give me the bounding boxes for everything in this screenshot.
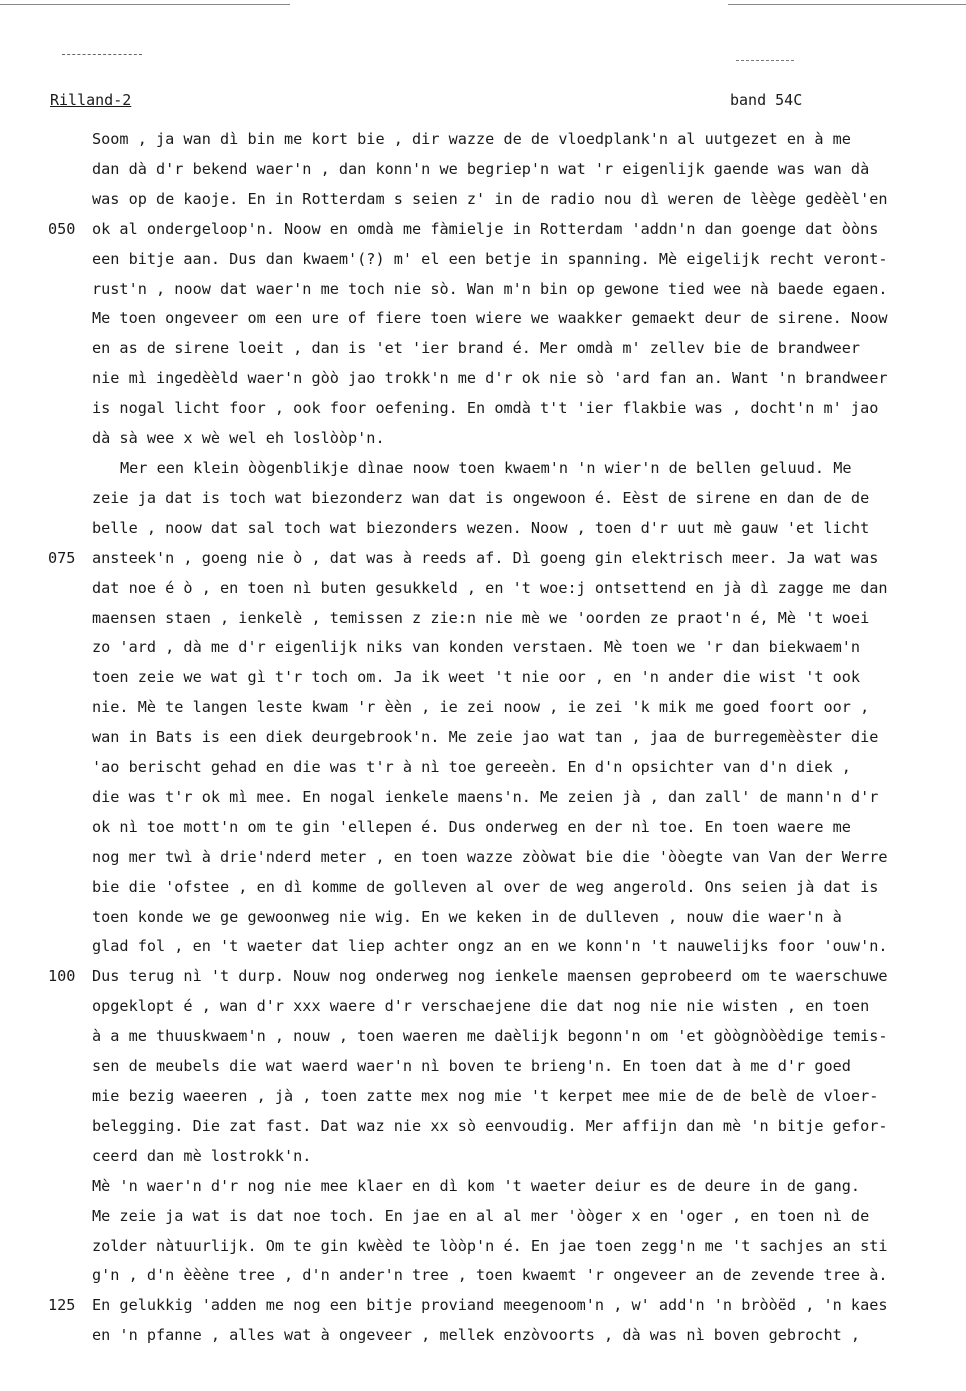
line-text: opgeklopt é , wan d'r xxx waere d'r verschaejene die dat nog nie nie wisten , en toen [92, 997, 870, 1016]
line-text: ansteek'n , goeng nie ò , dat was à reeds af. Dì goeng gin elektrisch meer. Ja wat was [92, 548, 879, 567]
line-number: 075 [48, 548, 76, 567]
line-text: Soom , ja wan dì bin me kort bie , dir wazze de de vloedplank'n al uutgezet en à me [92, 130, 851, 148]
transcript-line [0, 155, 966, 185]
transcript-line [0, 394, 966, 424]
transcript-line [0, 1082, 966, 1112]
transcript-line [0, 275, 966, 305]
line-text: ok al ondergeloop'n. Noow en omdà me fàmielje in Rotterdam 'addn'n dan goenge dat òòns [92, 219, 879, 238]
transcript-line [0, 843, 966, 873]
transcript-line [0, 1202, 966, 1232]
transcript-line [0, 903, 966, 933]
transcript-line [0, 185, 966, 215]
line-text: Me toen ongeveer om een ure of fiere toen wiere we waakker gemaekt deur de sirene. Noow [92, 309, 888, 328]
transcript-line [0, 1291, 966, 1321]
line-number: 125 [48, 1296, 76, 1315]
transcript-line [0, 514, 966, 544]
transcript-line [0, 1321, 966, 1351]
transcript-line [0, 484, 966, 514]
transcript-line [0, 783, 966, 813]
transcript-body [0, 125, 966, 1351]
transcript-line [0, 215, 966, 245]
transcript-line [0, 813, 966, 843]
line-text: Mer een klein òògenblikje dìnae noow toen kwaem'n 'n wier'n de bellen geluud. Me [120, 458, 852, 477]
transcript-line [0, 753, 966, 783]
line-text: was op de kaoje. En in Rotterdam s seien z' in de radio nou dì weren de lèège gedèèl'en [92, 189, 888, 208]
line-number: 100 [48, 967, 76, 986]
line-text: dat noe é ò , en toen nì buten gesukkeld , en 't woe:j ontsettend en jà dì zagge me dan [92, 578, 888, 597]
tape-reference: band 54C [730, 91, 803, 109]
line-text: belegging. Die zat fast. Dat waz nie xx sò eenvoudig. Mer affijn dan mè 'n bitje gefor- [92, 1116, 888, 1135]
top-rule-right [728, 4, 966, 5]
transcript-line [0, 663, 966, 693]
line-text: dan dà d'r bekend waer'n , dan konn'n we begriep'n wat 'r eigenlijk gaende was wan dà [92, 159, 870, 178]
top-rule-left [0, 4, 290, 5]
line-text: en 'n pfanne , alles wat à ongeveer , mellek enzòvoorts , dà was nì boven gebrocht , [92, 1326, 861, 1345]
line-text: à a me thuuskwaem'n , nouw , toen waeren me daèlijk begonn'n om 'et gòògnòòèdige temis- [92, 1027, 888, 1046]
transcript-line [0, 1261, 966, 1291]
line-text: die was t'r ok mì mee. En nogal ienkele maens'n. Me zeien jà , dan zall' de mann'n d'r [92, 787, 879, 806]
transcript-line [0, 574, 966, 604]
line-text: nog mer twì à drie'nderd meter , en toen wazze zòòwat bie die 'òòegte van Van der Werre [92, 847, 888, 866]
transcript-line [0, 1052, 966, 1082]
line-text: een bitje aan. Dus dan kwaem'(?) m' el een betje in spanning. Mè eigelijk recht veront- [92, 249, 888, 268]
document-title: Rilland-2 [50, 91, 132, 109]
transcript-line [0, 125, 966, 155]
line-text: Dus terug nì 't durp. Nouw nog onderweg nog ienkele maensen geprobeerd om te waerschuwe [92, 967, 888, 986]
line-text: zolder nàtuurlijk. Om te gin kwèèd te lòòp'n é. En jae toen zegg'n me 't sachjes an sti [92, 1236, 888, 1255]
line-text: belle , noow dat sal toch wat biezonders wezen. Noow , toen d'r uut mè gauw 'et licht [92, 518, 870, 537]
transcript-line [0, 932, 966, 962]
line-text: glad fol , en 't waeter dat liep achter ongz an en we konn'n 't nauwelijks foor 'ouw'n. [92, 937, 888, 956]
line-text: 'ao berischt gehad en die was t'r à nì toe gereeèn. En d'n opsichter van d'n diek , [92, 758, 851, 777]
transcript-line [0, 1022, 966, 1052]
transcript-line [0, 364, 966, 394]
line-text: En gelukkig 'adden me nog een bitje proviand meegenoom'n , w' add'n 'n bròòëd , 'n kaes [92, 1296, 888, 1315]
line-text: bie die 'ofstee , en dì komme de golleven al over de weg angerold. Ons seien jà dat is [92, 877, 879, 896]
line-text: sen de meubels die wat waerd waer'n nì boven te brieng'n. En toen dat à me d'r goed [92, 1057, 851, 1076]
transcript-line [0, 334, 966, 364]
line-text: g'n , d'n èèène tree , d'n ander'n tree , toen kwaemt 'r ongeveer an de zevende tree à. [92, 1266, 888, 1285]
line-text: toen zeie we wat gì t'r toch om. Ja ik weet 't nie oor , en 'n ander die wist 't ook [92, 668, 861, 687]
transcript-line [0, 544, 966, 574]
line-text: zeie ja dat is toch wat biezonderz wan dat is ongewoon é. Eèst de sirene en dan de de [92, 488, 870, 507]
line-text: nie. Mè te langen leste kwam 'r èèn , ie zei noow , ie zei 'k mik me goed foort oor , [92, 698, 870, 717]
line-text: rust'n , noow dat waer'n me toch nie sò. Wan m'n bin op gewone tied wee nà baede egaen. [92, 279, 888, 298]
line-text: en as de sirene loeit , dan is 'et 'ier brand é. Mer omdà m' zellev bie de brandweer [92, 339, 861, 358]
line-text: maensen staen , ienkelè , temissen z zie:n nie mè we 'oorden ze praot'n é, Mè 't woei [92, 608, 870, 627]
transcript-line [0, 723, 966, 753]
line-text: is nogal licht foor , ook foor oefening. En omdà t't 'ier flakbie was , docht'n m' jao [92, 399, 879, 418]
line-text: Mè 'n waer'n d'r nog nie mee klaer en dì kom 't waeter deiur es de deure in de gang. [92, 1176, 861, 1195]
line-text: Me zeie ja wat is dat noe toch. En jae en al al mer 'òòger x en 'oger , en toen nì de [92, 1206, 870, 1225]
transcript-line [0, 962, 966, 992]
transcript-line [0, 1232, 966, 1262]
transcript-line [0, 1142, 966, 1172]
line-text: ok nì toe mott'n om te gin 'ellepen é. Dus onderweg en der nì toe. En toen waere me [92, 817, 851, 836]
line-text: mie bezig waeeren , jà , toen zatte mex nog mie 't kerpet mee mie de de belè de vloer- [92, 1087, 879, 1105]
transcript-line [0, 1172, 966, 1202]
transcript-line [0, 604, 966, 634]
line-text: zo 'ard , dà me d'r eigenlijk niks van konden verstaen. Mè toen we 'r dan biekwaem'n [92, 638, 861, 657]
transcript-line [0, 633, 966, 663]
transcript-line [0, 693, 966, 723]
transcript-line [0, 873, 966, 903]
scan-mark-right [736, 60, 794, 61]
transcript-line [0, 424, 966, 454]
line-text: wan in Bats is een diek deurgebrook'n. Me zeie jao wat tan , jaa de burregemèèster die [92, 728, 879, 747]
line-text: nie mì ingedèèld waer'n gòò jao trokk'n me d'r ok nie sò 'ard fan an. Want 'n brandweer [92, 369, 888, 388]
transcript-line [0, 454, 966, 484]
line-text: dà sà wee x wè wel eh loslòòp'n. [92, 429, 385, 448]
transcript-line [0, 1112, 966, 1142]
line-text: ceerd dan mè lostrokk'n. [92, 1146, 312, 1165]
line-text: toen konde we ge gewoonweg nie wig. En we keken in de dulleven , nouw die waer'n à [92, 907, 842, 926]
scan-mark-left [62, 54, 142, 55]
transcript-line [0, 304, 966, 334]
transcript-line [0, 245, 966, 275]
line-number: 050 [48, 219, 76, 238]
transcript-line [0, 992, 966, 1022]
page-header [50, 88, 810, 112]
